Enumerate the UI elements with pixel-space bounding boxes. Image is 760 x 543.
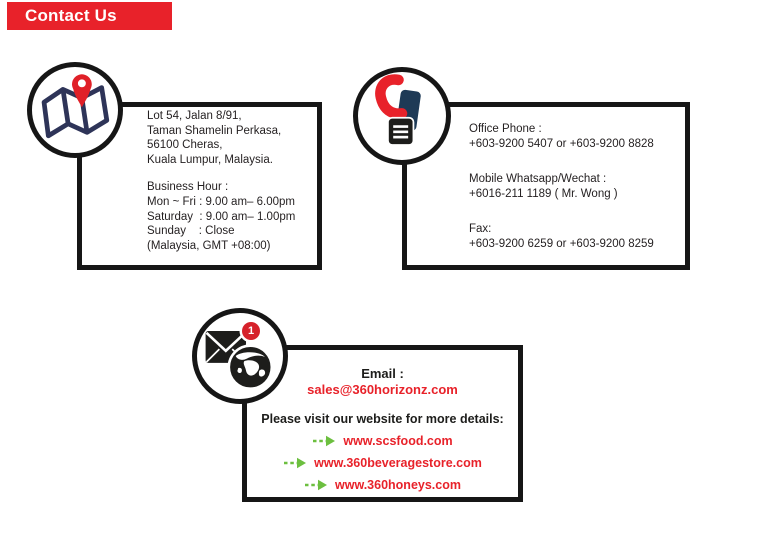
address-block bbox=[147, 109, 295, 253]
business-hours-line: (Malaysia, GMT +08:00) bbox=[147, 239, 271, 252]
location-medallion bbox=[27, 62, 123, 158]
office-phone-numbers: +603-9200 5407 or +603-9200 8828 bbox=[469, 137, 654, 150]
address-line: Kuala Lumpur, Malaysia. bbox=[147, 153, 273, 166]
green-dashed-arrow-icon bbox=[304, 479, 328, 491]
website-link[interactable]: www.360beveragestore.com bbox=[314, 456, 482, 470]
email-globe-icon bbox=[197, 313, 283, 399]
address-line: Taman Shamelin Perkasa, bbox=[147, 124, 282, 137]
website-link-row[interactable] bbox=[247, 433, 518, 449]
address-line: 56100 Cheras, bbox=[147, 139, 223, 152]
business-hours-line: Sunday : Close bbox=[147, 225, 235, 238]
website-link-row[interactable] bbox=[247, 477, 518, 493]
email-address-link[interactable]: sales@360horizonz.com bbox=[307, 382, 458, 397]
phone-fax-icon bbox=[358, 72, 446, 160]
map-pin-icon bbox=[32, 67, 118, 153]
email-label: Email : bbox=[361, 366, 404, 381]
fax-numbers: +603-9200 6259 or +603-9200 8259 bbox=[469, 237, 654, 250]
email-block bbox=[247, 350, 518, 493]
business-hours-title: Business Hour : bbox=[147, 181, 229, 194]
fax-label: Fax: bbox=[469, 223, 492, 235]
website-link[interactable]: www.360honeys.com bbox=[335, 478, 461, 492]
mobile-whatsapp-number: +6016-211 1189 ( Mr. Wong ) bbox=[469, 187, 618, 200]
phone-block bbox=[469, 122, 654, 251]
website-link[interactable]: www.scsfood.com bbox=[343, 434, 453, 448]
office-phone-label: Office Phone : bbox=[469, 123, 542, 135]
website-prompt: Please visit our website for more details: bbox=[261, 412, 504, 426]
business-hours-line: Saturday : 9.00 am– 1.00pm bbox=[147, 210, 296, 223]
address-line: Lot 54, Jalan 8/91, bbox=[147, 110, 242, 122]
page-title: Contact Us bbox=[7, 2, 172, 30]
mobile-whatsapp-label: Mobile Whatsapp/Wechat : bbox=[469, 173, 607, 185]
notification-badge: 1 bbox=[242, 322, 260, 340]
phone-medallion bbox=[353, 67, 451, 165]
website-link-row[interactable] bbox=[247, 455, 518, 471]
business-hours-line: Mon ~ Fri : 9.00 am– 6.00pm bbox=[147, 195, 295, 208]
green-dashed-arrow-icon bbox=[312, 435, 336, 447]
green-dashed-arrow-icon bbox=[283, 457, 307, 469]
email-medallion bbox=[192, 308, 288, 404]
